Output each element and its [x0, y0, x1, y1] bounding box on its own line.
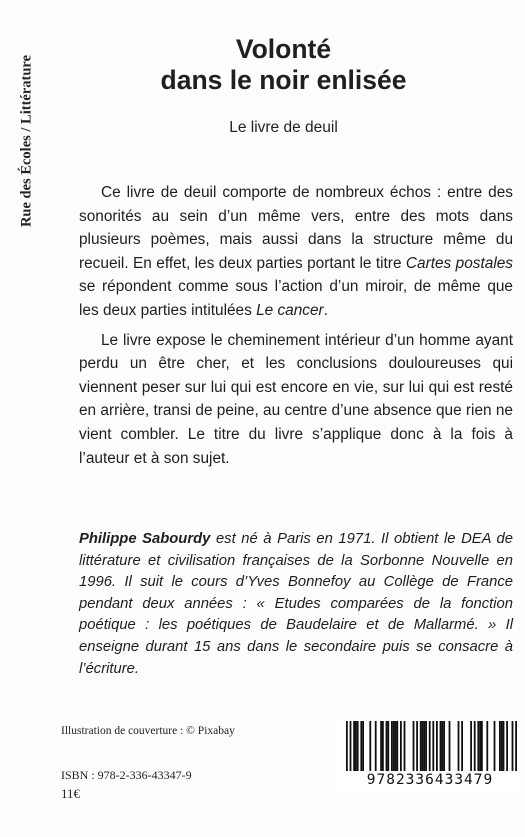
book-title-line-2: dans le noir enlisée — [160, 65, 407, 95]
summary-p1-part-2: se répondent comme sous l’action d’un miroir, de même que les deux parties intitulées — [79, 278, 513, 319]
barcode-bar — [380, 721, 382, 771]
barcode-bar — [413, 721, 415, 771]
barcode-bar — [441, 721, 443, 771]
barcode-bar — [346, 721, 348, 771]
barcode-bar — [400, 721, 402, 771]
barcode-bar — [479, 721, 481, 771]
barcode-bar — [353, 721, 355, 771]
isbn-number: ISBN : 978-2-336-43347-9 — [61, 768, 192, 782]
barcode-bars — [336, 719, 522, 775]
barcode-bar — [481, 721, 483, 771]
collection-name: Rue des Écoles / Littérature — [18, 54, 35, 228]
barcode-bar — [362, 721, 364, 771]
author-bio-text: est né à Paris en 1971. Il obtient le DEA de littérature et civilisation françaises de la Sorbonne Nouvelle en 1996. Il suit le cours d’Yves Bonnefoy au Collège de France pendant deux années : « Etudes comparées de la fonction poétique : les poétiques de Baudelaire et de Mallarmé. » Il enseigne durant 15 ans dans le secondaire puis se consacre à l’écriture. — [79, 531, 513, 677]
barcode-number: 9782336433479 — [366, 772, 494, 788]
barcode-bar — [515, 721, 517, 771]
barcode-bar — [350, 721, 352, 771]
barcode-bar — [357, 721, 359, 771]
barcode-bar — [420, 721, 422, 771]
summary-paragraph-1 — [79, 181, 513, 323]
barcode-bar — [355, 721, 357, 771]
barcode-bar — [425, 721, 427, 771]
barcode-bar — [382, 721, 384, 771]
summary-p1-end: . — [323, 301, 328, 319]
barcode-bar — [375, 721, 377, 771]
barcode-bar — [501, 721, 503, 771]
barcode-bar — [503, 721, 505, 771]
barcode-bar — [429, 721, 431, 771]
barcode-bar — [486, 721, 488, 771]
summary-p1-title-le-cancer: Le cancer — [256, 301, 324, 319]
barcode-bar — [474, 721, 476, 771]
barcode-bar — [494, 721, 496, 771]
barcode-bar — [506, 721, 508, 771]
price: 11€ — [61, 786, 81, 801]
barcode-bar — [470, 721, 472, 771]
barcode-bar — [512, 721, 514, 771]
barcode-bar — [396, 721, 398, 771]
barcode-bar — [432, 721, 434, 771]
author-bio — [79, 529, 513, 680]
barcode-bar — [422, 721, 424, 771]
barcode-bar — [477, 721, 479, 771]
barcode-bar — [458, 721, 460, 771]
barcode-bar — [360, 721, 362, 771]
barcode-bar — [393, 721, 395, 771]
barcode — [336, 719, 522, 793]
author-name: Philippe Sabourdy — [79, 531, 211, 547]
barcode-bar — [461, 721, 463, 771]
book-title-line-1: Volonté — [235, 34, 332, 64]
book-subtitle: Le livre de deuil — [229, 119, 338, 136]
barcode-bar — [449, 721, 451, 771]
barcode-bar — [440, 721, 442, 771]
barcode-bar — [404, 721, 406, 771]
barcode-bar — [416, 721, 418, 771]
illustration-credit: Illustration de couverture : © Pixabay — [61, 725, 235, 737]
barcode-bar — [391, 721, 393, 771]
barcode-bar — [443, 721, 445, 771]
spine-collection-label — [14, 36, 40, 246]
barcode-bar — [386, 721, 388, 771]
summary-paragraph-2: Le livre expose le cheminement intérieur d’un homme ayant perdu un être cher, et les conclusions douloureuses qui viennent peser sur lui qui est encore en vie, sur lui qui est resté en arrière, transi de peine, au centre d’une absence que rien ne vient combler. Le titre du livre s’applique donc à la fois à l’auteur et à son sujet. — [79, 331, 513, 467]
barcode-bar — [387, 721, 389, 771]
barcode-bar — [395, 721, 397, 771]
barcode-bar — [423, 721, 425, 771]
summary-p1-part-1: Ce livre de deuil comporte de nombreux échos : entre des sonorités au sein d’un même vers, entre des mots dans plusieurs poèmes, mais aussi dans la structure même du recueil. En effet, les deux parties portant le titre — [79, 184, 513, 272]
book-title — [60, 34, 507, 96]
summary-text — [79, 181, 513, 476]
barcode-bar — [499, 721, 501, 771]
summary-p1-title-cartes-postales: Cartes postales — [405, 254, 513, 272]
barcode-bar — [369, 721, 371, 771]
barcode-bar — [436, 721, 438, 771]
